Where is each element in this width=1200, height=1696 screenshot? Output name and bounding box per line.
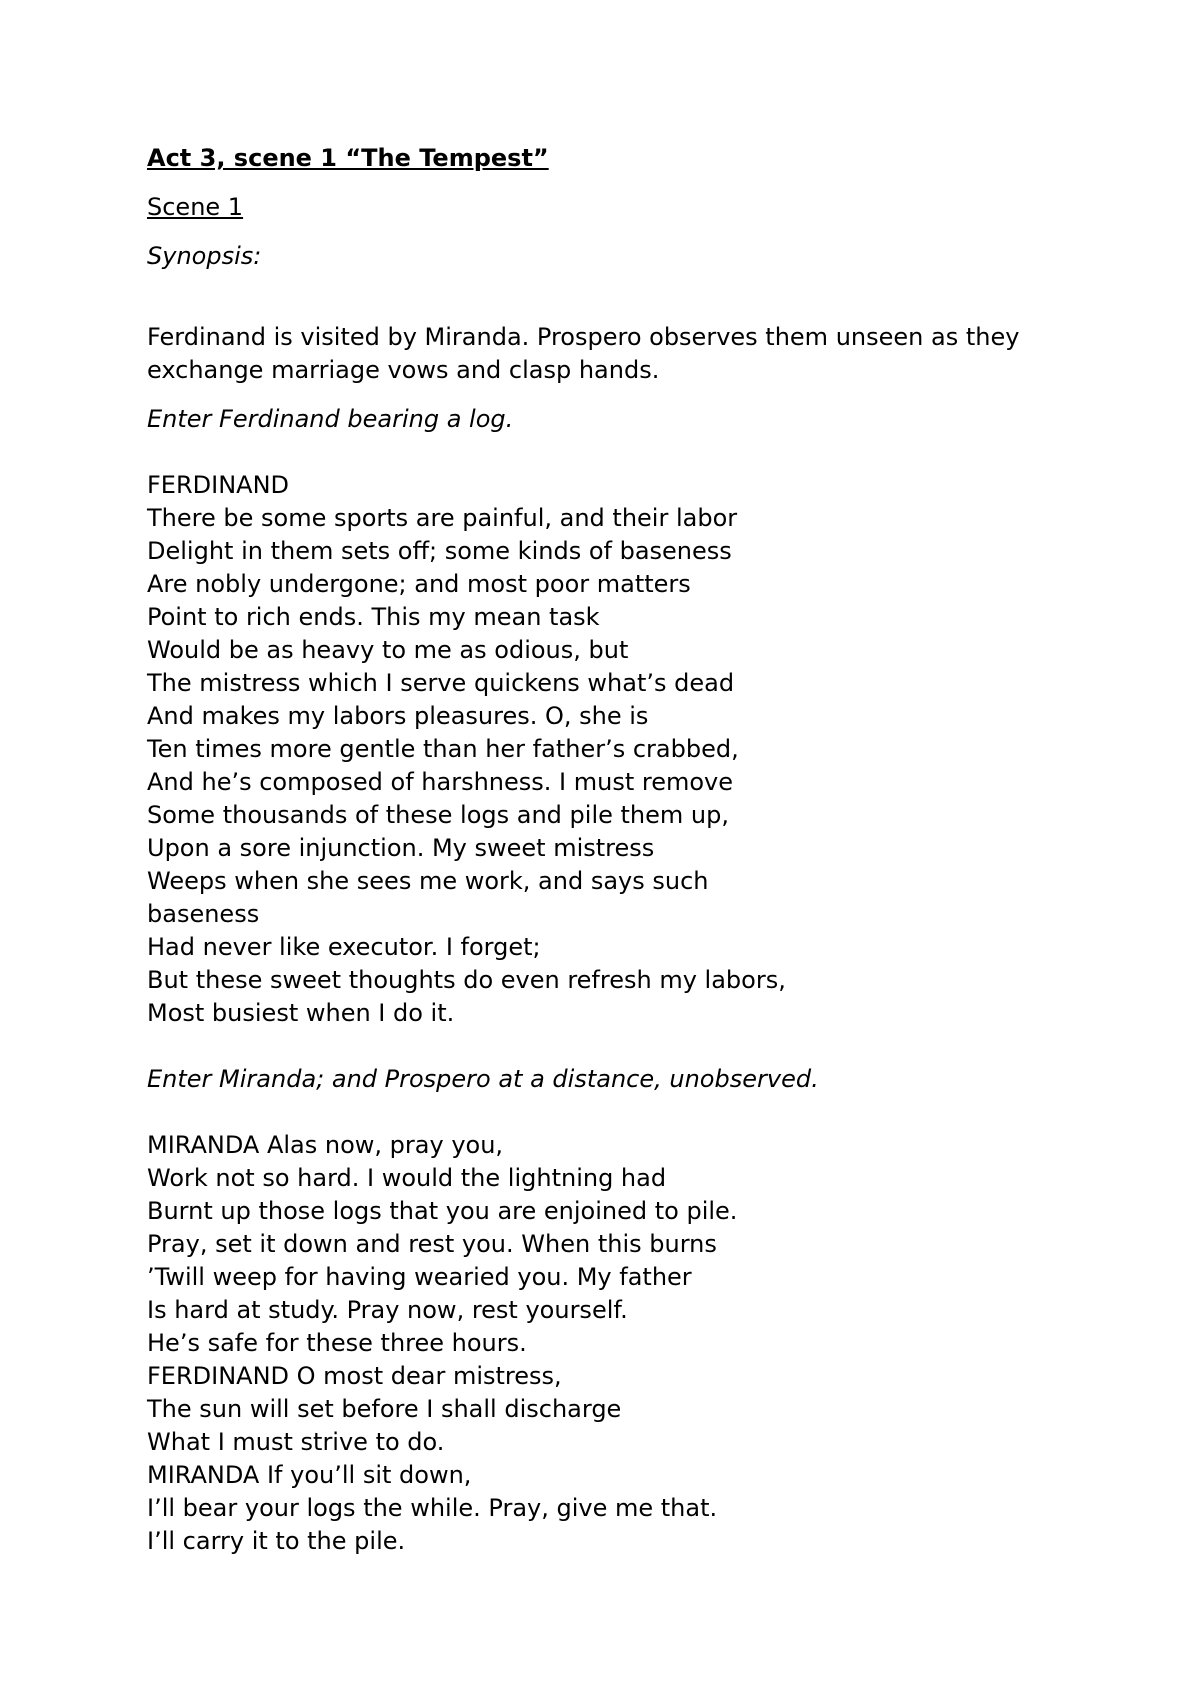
verse-line: Burnt up those logs that you are enjoined to pile.: [147, 1197, 738, 1225]
verse-line: ’Twill weep for having wearied you. My father: [147, 1263, 692, 1291]
verse-line: And he’s composed of harshness. I must remove: [147, 768, 734, 796]
verse-line: Most busiest when I do it.: [147, 999, 455, 1027]
verse-line: What I must strive to do.: [147, 1428, 445, 1456]
verse-line: I’ll bear your logs the while. Pray, give me that.: [147, 1494, 718, 1522]
verse-line: He’s safe for these three hours.: [147, 1329, 527, 1357]
speech-block: [147, 1129, 1107, 1558]
verse-line: MIRANDA Alas now, pray you,: [147, 1131, 504, 1159]
synopsis-line: exchange marriage vows and clasp hands.: [147, 356, 660, 384]
verse-line: And makes my labors pleasures. O, she is: [147, 702, 649, 730]
verse-line: The mistress which I serve quickens what’s dead: [147, 669, 735, 697]
verse-line: Are nobly undergone; and most poor matters: [147, 570, 691, 598]
verse-line: FERDINAND O most dear mistress,: [147, 1362, 562, 1390]
stage-direction: Enter Miranda; and Prospero at a distance, unobserved.: [147, 1065, 819, 1093]
document-page: [147, 142, 1107, 1558]
verse-line: Delight in them sets off; some kinds of baseness: [147, 537, 732, 565]
verse-line: There be some sports are painful, and their labor: [147, 504, 738, 532]
verse-line: Pray, set it down and rest you. When this burns: [147, 1230, 717, 1258]
document-title: Act 3, scene 1 “The Tempest”: [147, 144, 549, 172]
verse-line: FERDINAND: [147, 471, 290, 499]
synopsis-line: Ferdinand is visited by Miranda. Prospero observes them unseen as they: [147, 323, 1020, 351]
verse-line: Point to rich ends. This my mean task: [147, 603, 600, 631]
verse-line: Weeps when she sees me work, and says such: [147, 867, 709, 895]
verse-line: The sun will set before I shall discharge: [147, 1395, 622, 1423]
synopsis-paragraph: [147, 321, 1107, 387]
verse-line: Upon a sore injunction. My sweet mistress: [147, 834, 655, 862]
verse-line: Is hard at study. Pray now, rest yourself.: [147, 1296, 628, 1324]
verse-line: Work not so hard. I would the lightning had: [147, 1164, 667, 1192]
speech-block: [147, 469, 1107, 1030]
verse-line: I’ll carry it to the pile.: [147, 1527, 406, 1555]
verse-line: Had never like executor. I forget;: [147, 933, 541, 961]
verse-line: But these sweet thoughts do even refresh my labors,: [147, 966, 786, 994]
verse-line: Would be as heavy to me as odious, but: [147, 636, 629, 664]
scene-heading: Scene 1: [147, 193, 244, 221]
verse-line: MIRANDA If you’ll sit down,: [147, 1461, 472, 1489]
verse-line: baseness: [147, 900, 260, 928]
synopsis-label: Synopsis:: [147, 242, 262, 270]
verse-line: Ten times more gentle than her father’s crabbed,: [147, 735, 739, 763]
stage-direction: Enter Ferdinand bearing a log.: [147, 405, 514, 433]
verse-line: Some thousands of these logs and pile them up,: [147, 801, 729, 829]
